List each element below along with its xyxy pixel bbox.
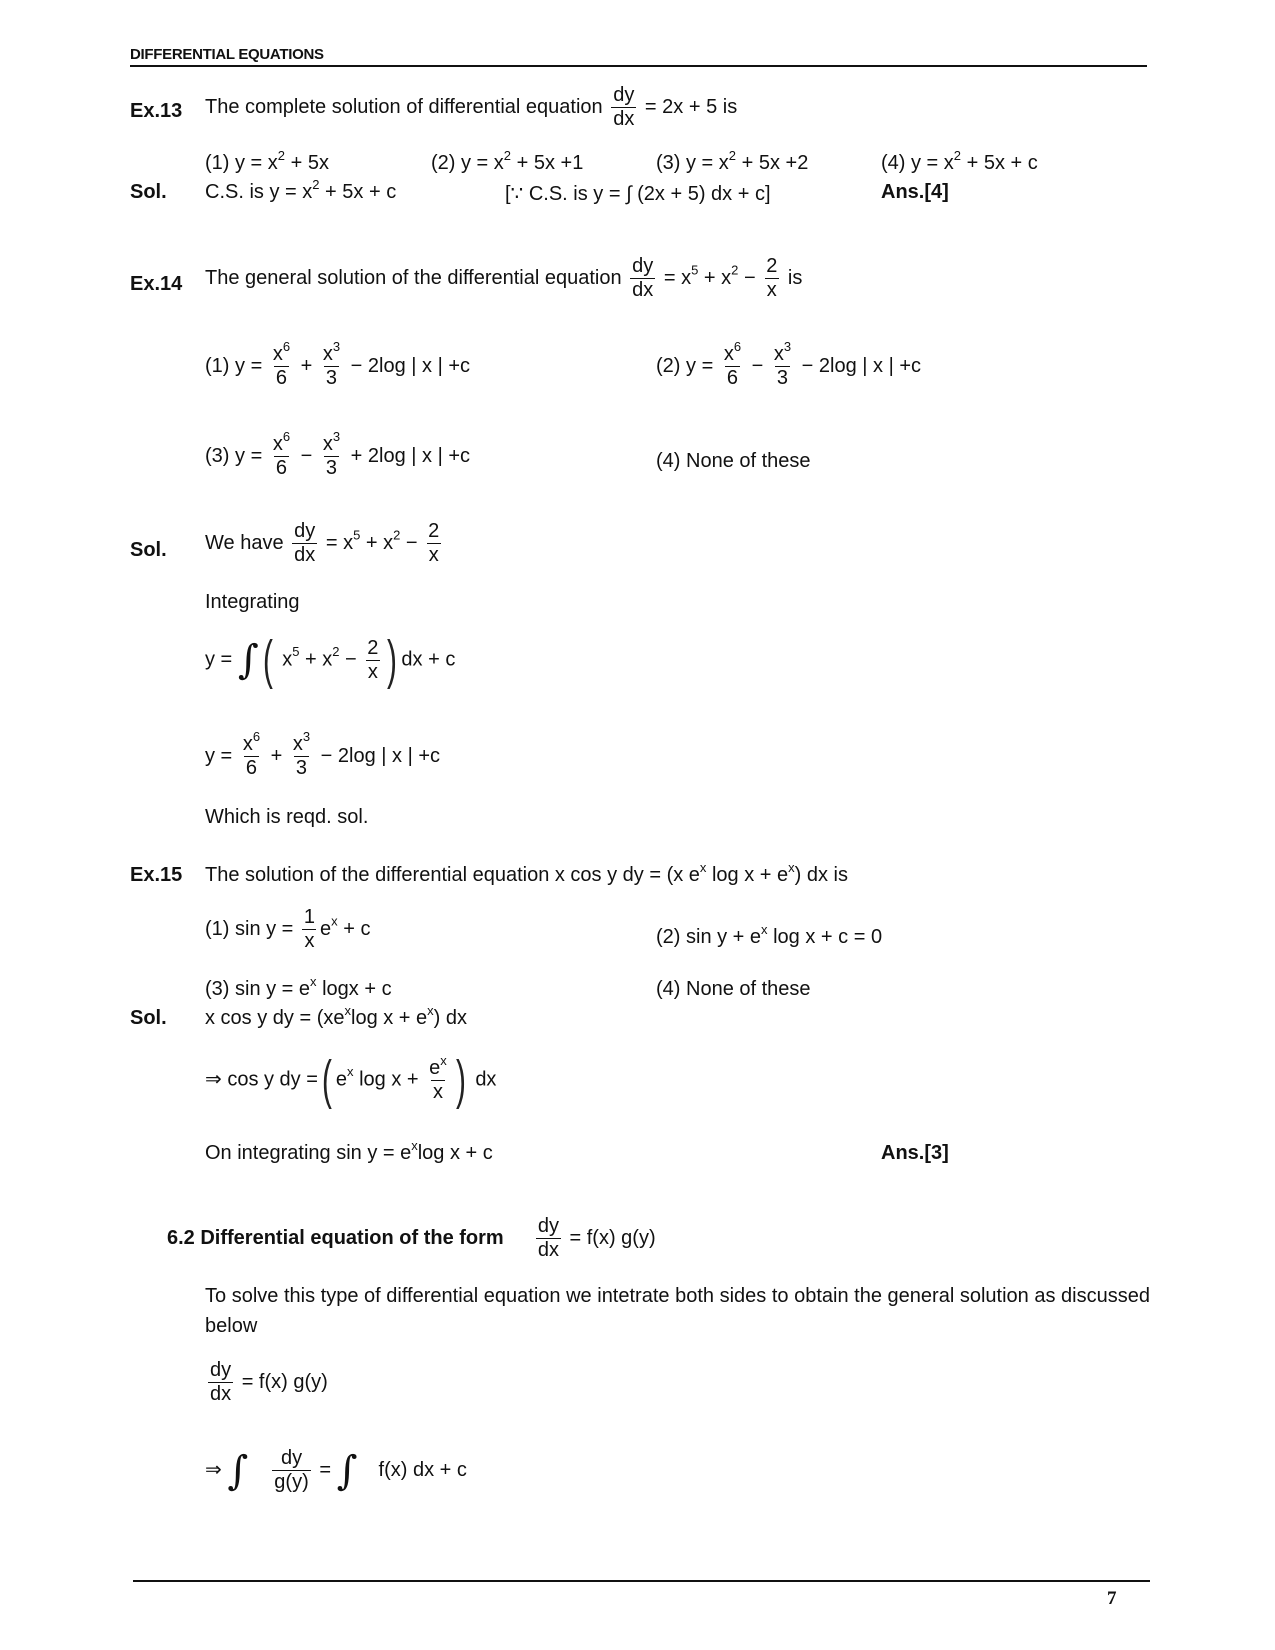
ex15-answer: Ans.[3] bbox=[881, 1142, 949, 1164]
ex13-option-4: (4) $y = x^2 + 5x + c$ bbox=[881, 147, 1038, 174]
ex15-option-1: (1) sin y = $\frac{1}{x}$ $e^x + c$ bbox=[205, 906, 371, 952]
ex15-option-4: (4) None of these bbox=[656, 978, 811, 1000]
ex13-solution-reason: [∵ C.S. is y = ∫ (2x + 5) dx + c] bbox=[505, 183, 771, 205]
implies-arrow-icon: ⇒ bbox=[205, 1458, 222, 1481]
ex15-question: The solution of the differential equation x cos y dy = (x $e^x$ $\log x + e^x$) dx is bbox=[205, 859, 848, 886]
ex13-derivative bbox=[611, 84, 636, 131]
ex14-option-3: (3) y = $\frac{x^6}{6}$ − $\frac{x^3}{3}$ + 2log | x | +c bbox=[205, 428, 471, 479]
ex14-question-text: The general solution of the differential equation bbox=[205, 266, 622, 289]
ex13-option-3: (3) $y = x^2 + 5x +2$ bbox=[656, 147, 809, 174]
ex14-option-4: (4) None of these bbox=[656, 450, 811, 472]
ex13-solution: C.S. is $y = x^2 + 5x + c$ bbox=[205, 176, 397, 203]
ex13-option-1: (1) $y = x^2 + 5x$ bbox=[205, 147, 329, 174]
ex14-option-1: (1) y = $\frac{x^6}{6}$ + $\frac{x^3}{3}$ − 2log | x | +c bbox=[205, 338, 471, 389]
ex14-closing: Which is reqd. sol. bbox=[205, 806, 369, 828]
ex13-answer: Ans.[4] bbox=[881, 181, 949, 203]
section-6-2-paragraph: To solve this type of differential equation we intetrate both sides to obtain the general solution as discussed below bbox=[205, 1285, 1150, 1337]
ex15-sol-line2: ⇒ cos y dy =( $e^x$ log x + $\frac{e^x}{x}$ ) dx bbox=[205, 1050, 497, 1110]
section-6-2-eq2: ⇒ ∫ $\frac{dy}{g(y)}$ = ∫ f(x) dx + c bbox=[205, 1447, 467, 1494]
ex14-two-over-x: $\frac{2}{x}$ bbox=[766, 255, 778, 301]
ex14-sol-label: Sol. bbox=[130, 539, 167, 561]
frac-denominator: dx bbox=[613, 108, 635, 130]
ex15-option-2: (2) $\sin y + e^x$ log x + c = 0 bbox=[656, 921, 883, 948]
footer-rule bbox=[133, 1580, 1150, 1582]
header-rule bbox=[130, 65, 1147, 67]
ex14-integral-line: y = ∫( $x^5 + x^2$ − $\frac{2}{x}$ ) dx + c bbox=[205, 630, 456, 690]
ex15-sol-line1: x cos y dy = ($xe^x\log$ $x + e^x$) dx bbox=[205, 1002, 468, 1029]
ex14-option-2: (2) y = $\frac{x^6}{6}$ − $\frac{x^3}{3}$ − 2log | x | +c bbox=[656, 338, 922, 389]
frac-numerator: dy bbox=[613, 84, 635, 106]
section-6-2-eq1: $\frac{dy}{dx}$ = f(x) g(y) bbox=[210, 1359, 328, 1405]
page-number: 7 bbox=[1107, 1588, 1117, 1609]
integral-sign-icon: ∫ bbox=[336, 1447, 358, 1494]
integral-sign-icon: ∫ bbox=[237, 637, 259, 683]
ex15-sol-line3: On integrating $\sin y = e^x\log$ x + c bbox=[205, 1137, 493, 1164]
ex14-sol-line1: We have $\frac{dy}{dx}$ = $x^5 + x^2$ − $\frac{2}{x}$ bbox=[205, 520, 440, 566]
ex15-sol-label: Sol. bbox=[130, 1007, 167, 1029]
ex13-option-2: (2) $y = x^2 + 5x +1$ bbox=[431, 147, 584, 174]
ex13-question-text: The complete solution of differential equation bbox=[205, 95, 603, 118]
ex14-derivative: $\frac{dy}{dx}$ bbox=[632, 255, 654, 301]
running-header: DIFFERENTIAL EQUATIONS bbox=[130, 46, 324, 63]
integral-sign-icon: ∫ bbox=[227, 1447, 249, 1494]
ex15-option-3: (3) $\sin y = e^x$ logx + c bbox=[205, 973, 392, 1000]
ex14-integrating: Integrating bbox=[205, 591, 300, 613]
ex14-label: Ex.14 bbox=[130, 273, 183, 295]
section-6-2-heading: 6.2 Differential equation of the form $\frac{dy}{dx}$ = f(x) g(y) bbox=[167, 1215, 656, 1261]
ex14-result: y = $\frac{x^6}{6}$ + $\frac{x^3}{3}$ − 2log | x | +c bbox=[205, 728, 441, 779]
ex13-question bbox=[205, 84, 737, 131]
ex13-label: Ex.13 bbox=[130, 100, 183, 122]
ex15-label: Ex.15 bbox=[130, 864, 183, 886]
ex14-question: The general solution of the differential equation $\frac{dy}{dx}$ = $x^5 + x^2$ − $\frac{2}{x}$ is bbox=[205, 255, 803, 301]
ex13-sol-label: Sol. bbox=[130, 181, 167, 203]
ex13-question-suffix: = 2x + 5 is bbox=[644, 95, 738, 118]
